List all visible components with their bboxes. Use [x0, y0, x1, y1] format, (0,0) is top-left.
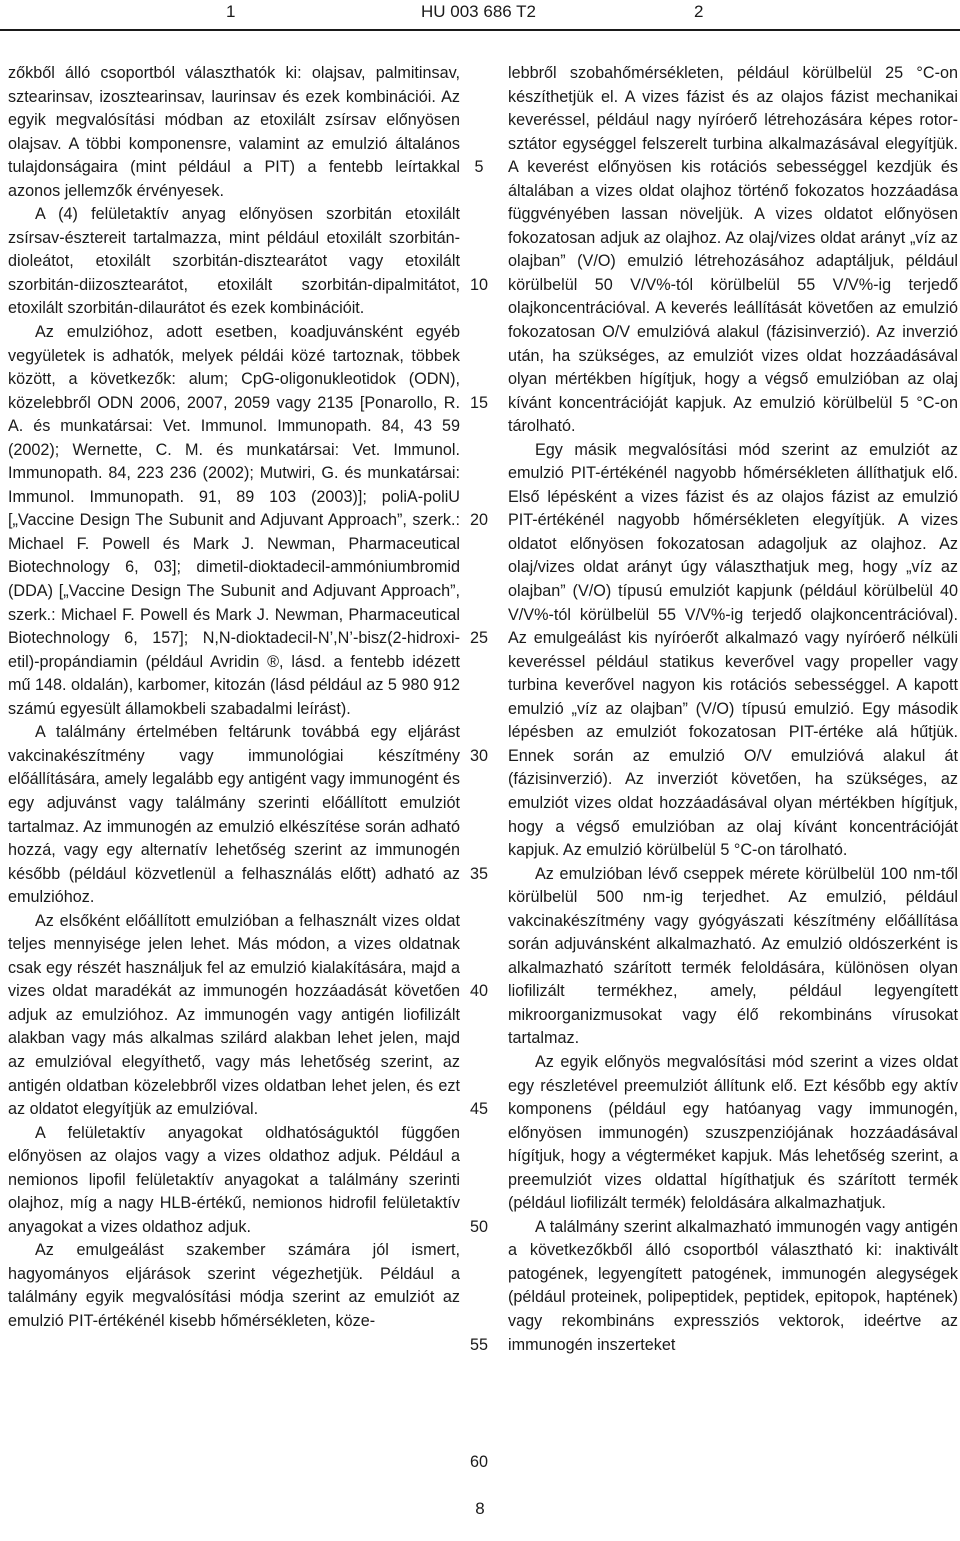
paragraph: Az egyik előnyös megvalósítási mód szerint a vizes oldat egy részletével preemulziót állítunk elő. Ezt később egy aktív komponens (például egy hatóanyag vagy immunogén, előnyösen immunogén) szuszpenziójának hozzáadásával hígítjuk, hogy a végterméket kapjuk. Más lehetőség szerint, a preemulziót vizes oldattal hígíthatjuk és szárított termék (például liofilizált termék) feloldására alkalmazhatjuk. — [508, 1052, 958, 1213]
paragraph: Egy másik megvalósítási mód szerint az emulziót az emulzió PIT-értékénél nagyobb hőmérsékleten állíthatjuk elő. Első lépésként a vizes fázist és az olajos fázist az emulzió PIT-értékénél nagyobb hőmérsékleten elegyítjük. A vizes oldatot előnyösen fokozatosan adagoljuk az olajhoz. Az olaj/vizes oldat arányt úgy választhatjuk meg, hogy „víz az olajban” (V/O) típusú emulziót kapjunk (például körülbelül 40 V/V%-tól körülbelül 55 V/V%-ig terjedő olajkoncentrációval). Az emulgeálást kis nyíróerőt alkalmazó vagy nyíróerő nélküli keveréssel például statikus keverővel vagy propeller vagy turbina keverővel nagyon kis rotációs sebességgel. A kapott emulzió „víz az olajban” (V/O) típusú emulzió. Egy második lépésben az emulziót fokozatosan PIT-értéke alá hűtjük. Ennek során az emulzió O/V emulzióvá alakul át (fázisinverzió). Az inverziót követően, ha szükséges, az emulziót vizes oldat hozzáadásával olyan mértékben hígítjuk, hogy a végső emulzióban az olaj kívánt koncentrációját kapjuk. Az emulzió körülbelül 5 °C-on tárolható. — [508, 440, 958, 860]
paragraph: Az emulgeálást szakember számára jól ismert, hagyományos eljárások szerint végezhetjük. Például a találmány egyik megvalósítási módja szerint az emulziót az emulzió PIT-értékénél kisebb hőmérsékleten, köze- — [8, 1241, 460, 1330]
header-rule — [0, 29, 960, 31]
line-number: 20 — [469, 511, 488, 530]
line-number: 55 — [469, 1335, 488, 1354]
line-number: 5 — [474, 158, 484, 177]
paragraph: A (4) felületaktív anyag előnyösen szorbitán etoxilált zsírsav-észtereit tartalmazza, mint például etoxilált szorbitán-dioleátot, etoxilált szorbitán-disztearátot vagy etoxilált szorbitán-diizosztearátot, etoxilált szorbitán-dipalmitátot, etoxilált szorbitán-dilaurátot és ezek kombinációit. — [8, 205, 460, 318]
paragraph: A felületaktív anyagokat oldhatóságuktól függően előnyösen az olajos vagy a vizes oldathoz adjuk. Például a nemionos lipofil felületaktív anyagokat a találmány szerinti olajhoz, míg a nagy HLB-értékű, nemionos hidrofil felületaktív anyagokat a vizes oldathoz adjuk. — [8, 1123, 460, 1236]
paragraph: Az elsőként előállított emulzióban a felhasznált vizes oldat teljes mennyisége jelen lehet. Más módon, a vizes oldatnak csak egy részét használjuk fel az emulzió kialakítására, majd a vizes oldat maradékát az immunogén hozzáadását követően adjuk az emulzióhoz. Az immunogén vagy antigén liofilizált alakban vagy más alkalmas szilárd alakban lehet jelen, majd az emulzióval elegyíthető, vagy más lehetőség szerint, az antigén oldatban közelebbről vizes oldatban lehet jelen, és ezt az oldatot elegyítjük az emulzióval. — [8, 911, 460, 1119]
page-number: 8 — [475, 1499, 485, 1518]
paragraph: Az emulzióban lévő cseppek mérete körülbelül 100 nm-től körülbelül 500 nm-ig terjedhet. Az emulzió, például vakcinakészítmény vagy gyógyászati készítmény előállítása során adjuvánsként alkalmazható. Az emulzió oldószerként is alkalmazható szárított termék feloldására, különösen olyan liofilizált termékhez, amely, például legyengített mikroorganizmusokat vagy élő rekombináns vírusokat tartalmaz. — [508, 864, 958, 1048]
paragraph: lebbről szobahőmérsékleten, például körülbelül 25 °C-on készíthetjük el. A vizes fázist és az olajos fázist mechanikai keveréssel, például nagy nyíróerő létrehozására képes rotor-sztátor egységgel felszerelt turbina alkalmazásával elegyítjük. A keverést előnyösen kis rotációs sebességgel kezdjük és általában a vizes oldat olajhoz történő fokozatos hozzáadása függvényében lassan növeljük. A vizes oldatot előnyösen fokozatosan adjuk az olajhoz. Az olaj/vizes oldat arányt „víz az olajban” (V/O) emulzió létrehozásához adaptáljuk, például körülbelül 50 V/V%-tól körülbelül 55 V/V%-ig terjedő olajkoncentrációval. A keverés leállítását követően az emulzió fokozatosan O/V emulzióvá alakul (fázisinverzió). Az inverzió után, ha szükséges, az emulziót vizes oldat hozzáadásával olyan mértékben hígítjuk, hogy a végső emulzióban az olaj kívánt koncentrációját kapjuk. Az emulzió körülbelül 5 °C-on tárolható. — [508, 64, 958, 436]
line-number: 35 — [469, 864, 488, 883]
paragraph: A találmány értelmében feltárunk továbbá egy eljárást vakcinakészítmény vagy immunológiai készítmény előállítására, amely legalább egy antigént vagy immunogént és egy adjuvánst vagy találmány szerinti előállított emulziót tartalmaz. Az immunogén az emulzió elkészítése során adható hozzá, vagy egy alternatív lehetőség szerint az immunogén később (például közvetlenül a felhasználás előtt) adható az emulzióhoz. — [8, 723, 460, 907]
paragraph: A találmány szerint alkalmazható immunogén vagy antigén a következőkből álló csoportból választható ki: inaktivált patogének, legyengített patogének, immunogén alegységek (például proteinek, polipeptidek, peptidek, epitopok, haptének) vagy rekombináns expressziós vektorok, ideértve az immunogén inszerteket — [508, 1217, 958, 1354]
line-number: 10 — [469, 275, 488, 294]
paragraph: Az emulzióhoz, adott esetben, koadjuvánsként egyéb vegyületek is adhatók, melyek példái közé tartoznak, többek között, a következők: alum; CpG-oligonukleotidok (ODN), közelebbről ODN 2006, 2007, 2059 vagy 2135 [Ponarollo, R. A. és munkatársai: Vet. Immunol. Immunopath. 84, 43 59 (2002); Wernette, C. M. és munkatársai: Vet. Immunol. Immunopath. 84, 223 236 (2002); Mutwiri, G. és munkatársai: Immunol. Immunopath. 91, 89 103 (2003)]; poliA-poliU [„Vaccine Design The Subunit and Adjuvant Approach”, szerk.: Michael F. Powell és Mark J. Newman, Pharmaceutical Biotechnology 6, 03]; dimetil-dioktadecil-ammóniumbromid (DDA) [„Vaccine Design The Subunit and Adjuvant Approach”, szerk.: Michael F. Powell és Mark J. Newman, Pharmaceutical Biotechnology 6, 157]; N,N-dioktadecil-N’,N’-bisz(2-hidroxi-etil)-propándiamin (például Avridin ®, lásd. a fentebb idézett mű 148. oldalán), karbomer, kitozán (lásd például az 5 980 912 számú egyesült államokbeli szabadalmi leírást). — [8, 323, 460, 718]
left-column — [8, 62, 460, 1334]
right-column — [508, 62, 958, 1357]
paragraph: zőkből álló csoportból választhatók ki: olajsav, palmitinsav, sztearinsav, izosztearinsav, laurinsav és ezek kombinációi. Az egyik megvalósítási módban az etoxilált zsírsav előnyösen olajsav. A többi komponensre, valamint az emulzió általános tulajdonságaira (mint például a PIT) a fentebb leírtakkal azonos jellemzők érvényesek. — [8, 64, 460, 200]
line-number: 15 — [469, 393, 488, 412]
line-number: 30 — [469, 746, 488, 765]
line-number: 25 — [469, 629, 488, 648]
page-header — [0, 0, 960, 26]
line-number: 60 — [469, 1453, 488, 1472]
header-page-right: 2 — [694, 2, 704, 21]
line-number: 50 — [469, 1217, 488, 1236]
header-page-left: 1 — [226, 2, 236, 21]
line-number: 45 — [469, 1100, 488, 1119]
header-doc-id: HU 003 686 T2 — [421, 2, 536, 21]
line-number: 40 — [469, 982, 488, 1001]
